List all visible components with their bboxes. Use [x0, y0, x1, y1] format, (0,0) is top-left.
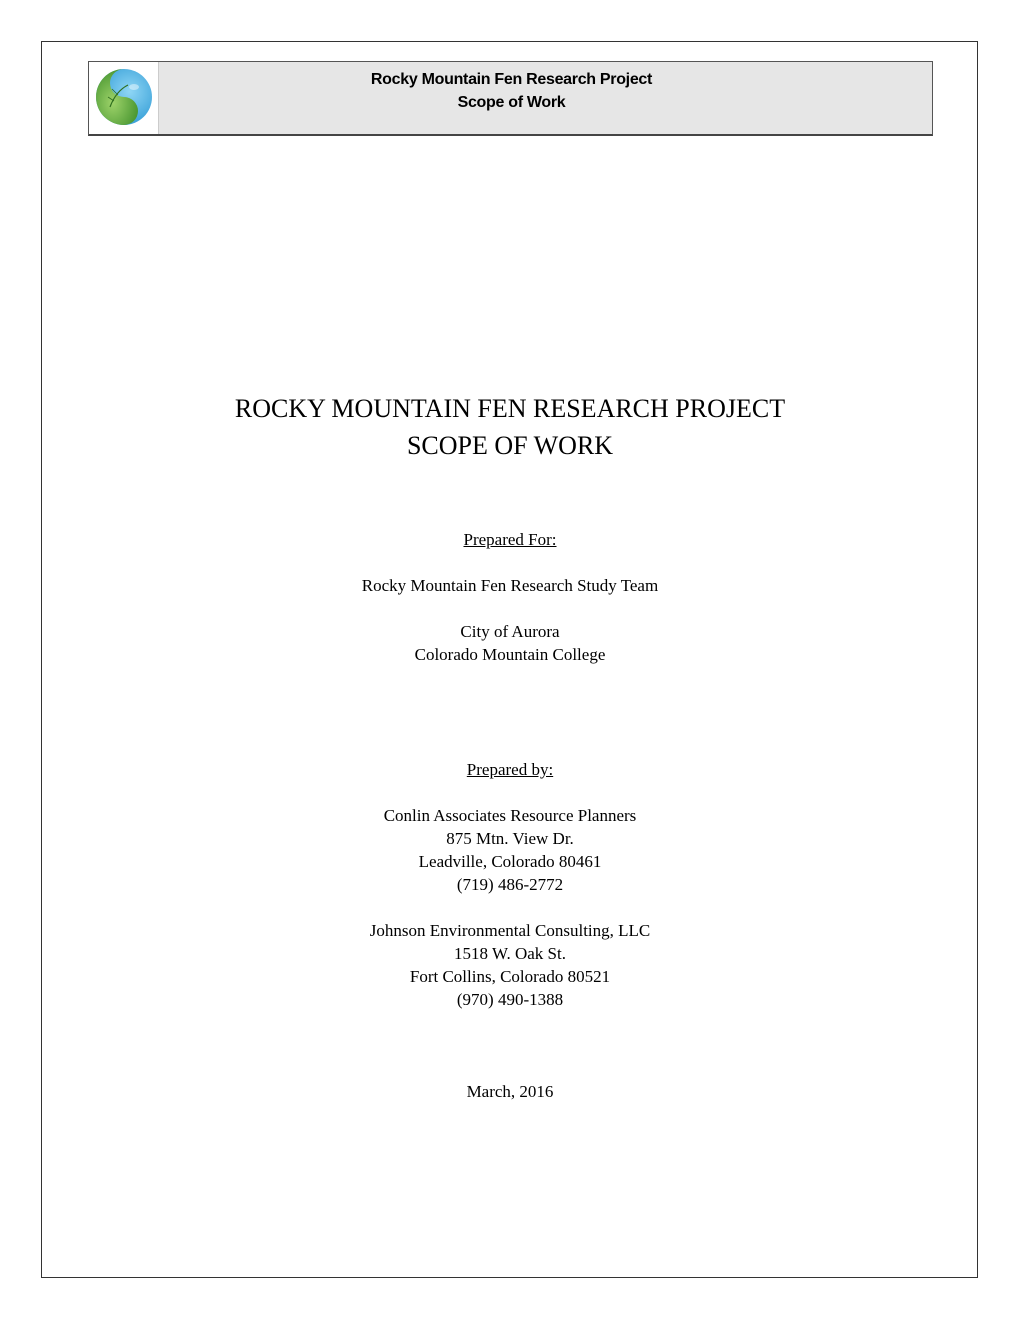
firm-2-address: [0, 919, 1020, 1011]
firm-1-phone: (719) 486-2772: [456, 875, 564, 894]
prepared-for-orgs-block: [0, 620, 1020, 666]
header-line-1: Rocky Mountain Fen Research Project: [370, 71, 653, 88]
prepared-by-label-block: [0, 758, 1020, 781]
prepared-for-org-1: City of Aurora: [460, 622, 560, 641]
prepared-for-label: Prepared For:: [463, 530, 557, 549]
firm-1-name: Conlin Associates Resource Planners: [383, 806, 637, 825]
firm-1-city: Leadville, Colorado 80461: [418, 852, 602, 871]
document-header: [88, 61, 933, 136]
prepared-for-org-2: Colorado Mountain College: [414, 645, 606, 664]
title-line-2: SCOPE OF WORK: [406, 431, 614, 460]
firm-1-address: [0, 804, 1020, 896]
firm-1-street: 875 Mtn. View Dr.: [446, 829, 574, 848]
firm-2-phone: (970) 490-1388: [456, 990, 564, 1009]
firm-2-city: Fort Collins, Colorado 80521: [409, 967, 611, 986]
prepared-by-label: Prepared by:: [466, 760, 554, 779]
title-line-1: ROCKY MOUNTAIN FEN RESEARCH PROJECT: [234, 394, 786, 423]
header-line-2: Scope of Work: [457, 94, 566, 111]
document-title: [0, 390, 1020, 464]
header-title: [89, 68, 934, 114]
prepared-for-team: Rocky Mountain Fen Research Study Team: [361, 576, 659, 595]
date-block: [0, 1080, 1020, 1103]
firm-2-name: Johnson Environmental Consulting, LLC: [369, 921, 651, 940]
prepared-for-label-block: [0, 528, 1020, 551]
document-date: March, 2016: [466, 1082, 554, 1101]
prepared-for-team-block: [0, 574, 1020, 597]
firm-2-street: 1518 W. Oak St.: [454, 944, 566, 963]
